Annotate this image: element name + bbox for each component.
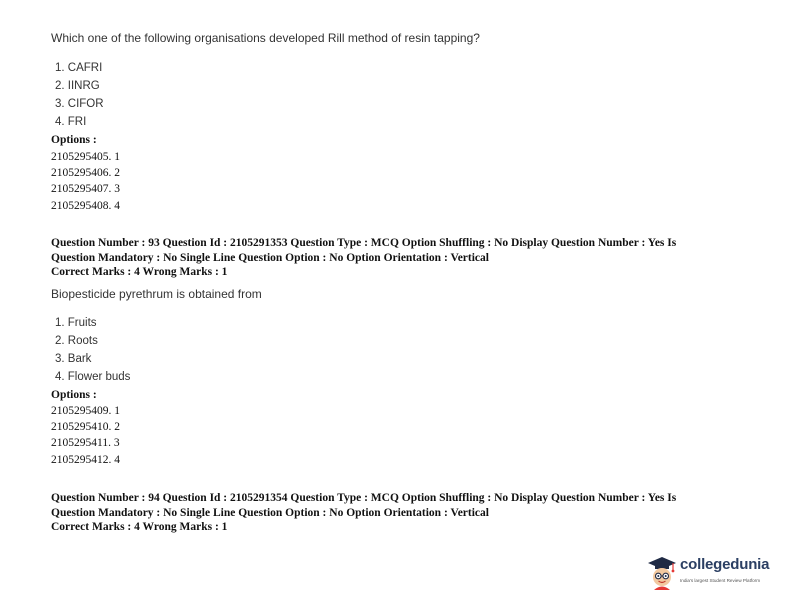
question-meta (51, 491, 751, 535)
option-id: 2105295405. 1 (51, 151, 120, 163)
mascot-icon (646, 554, 678, 590)
answer-choice: 1. Fruits (55, 317, 97, 329)
answer-choice: 2. IINRG (55, 80, 100, 92)
question-meta-line: Question Number : 93 Question Id : 2105291353 Question Type : MCQ Option Shuffling : No Display Question Number : Yes Is (51, 237, 677, 249)
collegedunia-logo (646, 554, 786, 594)
question-meta-line: Question Mandatory : No Single Line Question Option : No Option Orientation : Vertical (51, 506, 489, 519)
question-meta-line: Question Mandatory : No Single Line Question Option : No Option Orientation : Vertical (51, 251, 489, 264)
marks-line: Correct Marks : 4 Wrong Marks : 1 (51, 266, 228, 278)
answer-choice: 3. Bark (55, 353, 92, 365)
options-label: Options : (51, 134, 97, 146)
answer-choice: 4. Flower buds (55, 371, 131, 383)
option-id: 2105295411. 3 (51, 437, 120, 449)
option-id: 2105295406. 2 (51, 167, 120, 179)
question-text: Which one of the following organisations developed Rill method of resin tapping? (51, 31, 480, 45)
question-text: Biopesticide pyrethrum is obtained from (51, 287, 262, 301)
options-label: Options : (51, 389, 97, 401)
question-meta-line: Question Number : 94 Question Id : 2105291354 Question Type : MCQ Option Shuffling : No Display Question Number : Yes Is (51, 492, 677, 504)
option-id: 2105295412. 4 (51, 454, 120, 466)
answer-choice: 3. CIFOR (55, 98, 104, 110)
logo-tagline: India's largest Student Review Platform (680, 578, 761, 583)
answer-choice: 4. FRI (55, 116, 87, 128)
marks-line: Correct Marks : 4 Wrong Marks : 1 (51, 521, 228, 533)
answer-choice: 2. Roots (55, 335, 98, 347)
logo-wordmark: collegedunia (680, 556, 770, 573)
option-id: 2105295407. 3 (51, 183, 120, 195)
question-meta (51, 236, 751, 280)
option-id: 2105295410. 2 (51, 421, 120, 433)
answer-choice: 1. CAFRI (55, 62, 103, 74)
option-id: 2105295408. 4 (51, 200, 120, 212)
option-id: 2105295409. 1 (51, 405, 120, 417)
